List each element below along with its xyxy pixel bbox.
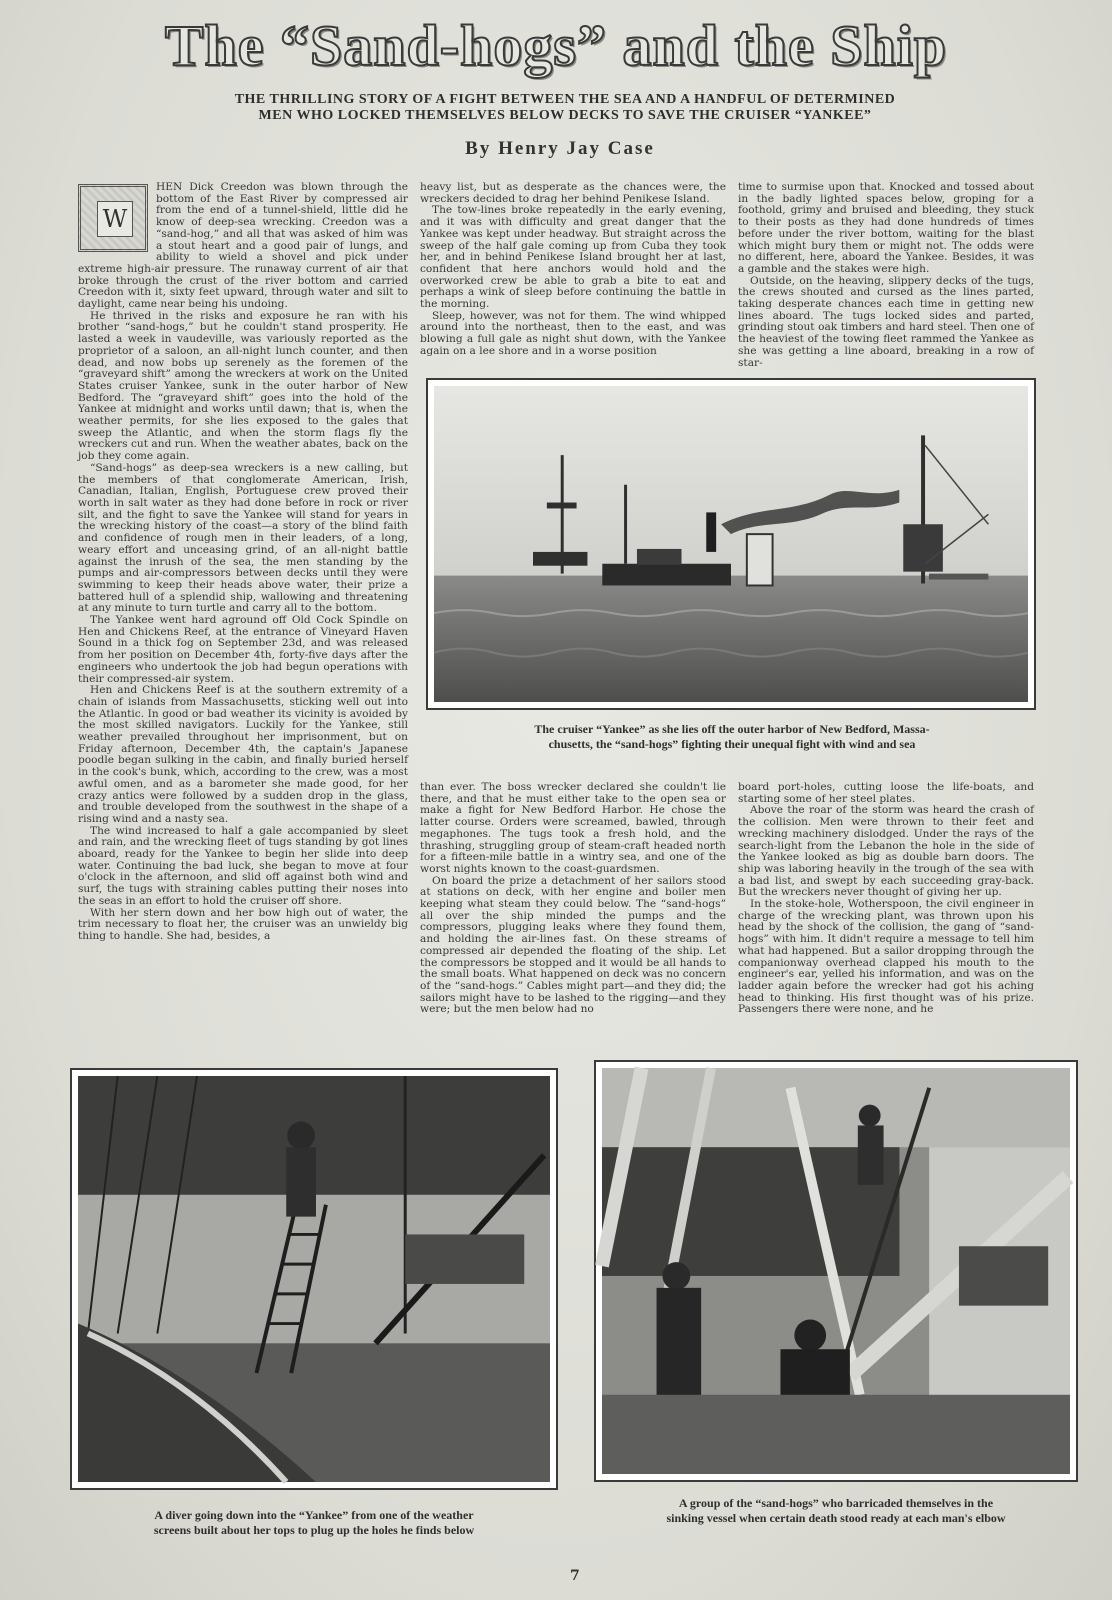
cruiser-yankee-photo: [426, 378, 1036, 710]
right-photo-caption: [594, 1496, 1078, 1526]
paragraph: On board the prize a detachment of her sailors stood at stations on deck, with her engine and boiler men keeping what steam they could below. The “sand-hogs” all over the ship minded the pumps and the compressors, plugging leaks where they found them, and holding the air-lines fast. On these streams of compressed air depended the floating of the ship. Let the compressors be stopped and it would be all hands to the small boats. What happened on deck was no concern of the “sand-hogs.” Cables might part—and they did; the sailors might have to be lashed to the rigging—and they were; but the men below had no: [420, 874, 726, 1016]
paragraph: heavy list, but as desperate as the chances were, the wreckers decided to drag her behind Penikese Island.: [420, 181, 726, 205]
byline: By Henry Jay Case: [465, 138, 655, 159]
paragraph: time to surmise upon that. Knocked and tossed about in the badly lighted spaces below, groping for a foothold, grimy and bruised and bleeding, they stuck to their posts as they had done hundreds of times before under the river bottom, waiting for the blast which might bury them or might not. The odds were no different, here, aboard the Yankee. Besides, it was a gamble and the stakes were high.: [738, 181, 1034, 275]
diver-photo-illustration: [78, 1076, 550, 1482]
paragraph: “Sand-hogs” as deep-sea wreckers is a new calling, but the members of that conglomerate American, Irish, Canadian, Italian, English, Portuguese crew proved their worth in salt water as they had done before in rock or river silt, and the fight to save the Yankee will stand for years in the wrecking history of the coast—a story of the blind faith and confidence of rough men in their leaders, of a long, weary effort and unceasing grind, of an all-night battle against the inrush of the sea, the men standing by the pumps and air-compressors between decks until they were swimming to keep their heads above water, their prize a battered hull of a splendid ship, wallowing and threatening at any minute to turn turtle and carry all to the bottom.: [78, 461, 408, 615]
page-number: 7: [570, 1568, 580, 1584]
caption-line: The cruiser “Yankee” as she lies off the outer harbor of New Bedford, Massa-: [534, 722, 930, 736]
column-2-bottom: [420, 782, 726, 1066]
column-3-top: [738, 181, 1034, 369]
paragraph: In the stoke-hole, Wotherspoon, the civil engineer in charge of the wrecking plant, was thrown upon his head by the shock of the collision, the gang of “sand-hogs” with him. It didn't require a message to tell him what had happened. But a sailor dropping through the companionway overhead clapped his mouth to the engineer's ear, yelled his information, and was on the ladder again before the wrecker had got his aching head to thinking. His first thought was of his prize. Passengers there were none, and he: [738, 898, 1034, 1016]
paragraph: The tow-lines broke repeatedly in the early evening, and it was with difficulty and great danger that the Yankee was kept under headway. But straight across the sweep of the half gale coming up from Cuba they took her, and in behind Penikese Island brought her at last, confident that here anchors would hold and the overworked crew be able to grab a bite to eat and perhaps a wink of sleep before continuing the battle in the morning.: [420, 204, 726, 311]
paragraph: He thrived in the risks and exposure he ran with his brother “sand-hogs,” but he couldn't stand prosperity. He lasted a week in vaudeville, was variously reported as the proprietor of a saloon, an all-night lunch counter, and then dead, and now bobs up serenely as the foremen of the “graveyard shift” among the wreckers at work on the United States cruiser Yankee, sunk in the outer harbor of New Bedford. The “graveyard shift” goes into the hold of the Yankee at midnight and works until dawn; that is, when the weather permits, for she lies exposed to the gales that sweep the Atlantic, and when the storm flags fly the wreckers cut and run. When the weather abates, back on the job they come again.: [78, 309, 408, 463]
caption-line: A diver going down into the “Yankee” from one of the weather: [154, 1508, 474, 1522]
paragraph: Hen and Chickens Reef is at the southern extremity of a chain of islands from Massachusetts, sticking well out into the Atlantic. In good or bad weather its vicinity is avoided by the most skilled navigators. Luckily for the Yankee, still weather prevailed throughout her imprisonment, but on Friday afternoon, December 4th, the captain's Japanese poodle began sulking in the cabin, and finally buried herself in the cook's bunk, which, according to the crew, was a most awful omen, and as a barometer she made good, for her crazy antics were followed by a sudden drop in the glass, and trouble developed from the southwest in the shape of a rising wind and a nasty sea.: [78, 684, 408, 825]
paragraph: board port-holes, cutting loose the life-boats, and starting some of her steel plates.: [738, 781, 1034, 805]
dropcap-letter: W: [97, 201, 133, 237]
column-3-bottom: [738, 782, 1034, 1066]
paragraph: The wind increased to half a gale accompanied by sleet and rain, and the wrecking fleet of tugs standing by got lines aboard, ready for the Yankee to begin her slide into deep water. Continuing the bad luck, she began to move at four o'clock in the afternoon, and slid off against both wind and surf, the tugs with straining cables putting their noses into the seas in an effort to hold the cruiser off shore.: [78, 824, 408, 907]
column-2-top: [420, 182, 726, 358]
paragraph: Above the roar of the storm was heard the crash of the collision. Men were thrown to their feet and wrecking machinery dislodged. Under the rays of the search-light from the Lebanon the hole in the side of the Yankee looked as big as double barn doors. The ship was laboring heavily in the trough of the sea with a bad list, and swept by each succeeding gray-back. But the wreckers never thought of giving her up.: [738, 804, 1034, 899]
caption-line: chusetts, the “sand-hogs” fighting their unequal fight with wind and sea: [548, 737, 916, 751]
caption-line: sinking vessel when certain death stood ready at each man's elbow: [666, 1511, 1006, 1525]
article-title: The “Sand-hogs” and the Ship: [164, 13, 948, 78]
column-1: [78, 182, 408, 1064]
paragraph: Outside, on the heaving, slippery decks of the tugs, the crews shouted and cursed as the lines parted, taking desperate chances each time in getting new lines aboard. The tugs locked sides and parted, grinding stout oak timbers and hard steel. Then one of the heaviest of the towing fleet rammed the Yankee as she was getting a line aboard, breaking in a row of star-: [738, 274, 1034, 369]
dropcap-ornament: [78, 184, 148, 252]
paragraph: HEN Dick Creedon was blown through the bottom of the East River by compressed air from the end of a tunnel-shield, little did he know of deep-sea wrecking. Creedon was a “sand-hog,” and all that was asked of him was a stout heart and a good pair of lungs, and ability to wield a shovel and pick under extreme high-air pressure. The runaway current of air that broke through the crust of the river bottom and carried Creedon with it, sixty feet upward, through water and silt to daylight, came near being his undoing.: [78, 181, 408, 311]
paragraph: than ever. The boss wrecker declared she couldn't lie there, and that he must either take to the open sea or make a fight for New Bedford Harbor. He chose the latter course. Orders were screamed, bawled, through megaphones. The tugs took a fresh hold, and the thrashing, struggling group of steam-craft headed north for a fifteen-mile battle in a wintry sea, and one of the worst nights known to the coast-guardsmen.: [420, 781, 726, 875]
cruiser-photo-illustration: [434, 386, 1028, 702]
caption-line: A group of the “sand-hogs” who barricaded themselves in the: [678, 1496, 994, 1510]
subtitle-line-2: MEN WHO LOCKED THEMSELVES BELOW DECKS TO SAVE THE CRUISER “YANKEE”: [258, 108, 872, 123]
paragraph: With her stern down and her bow high out of water, the trim necessary to float her, the cruiser was an unwieldy big thing to handle. She had, besides, a: [78, 906, 408, 942]
sand-hogs-group-photo: [594, 1060, 1078, 1482]
subtitle-line-1: THE THRILLING STORY OF A FIGHT BETWEEN THE SEA AND A HANDFUL OF DETERMINED: [234, 92, 896, 107]
article-subtitle: [180, 92, 950, 124]
diver-photo: [70, 1068, 558, 1490]
left-photo-caption: [70, 1508, 558, 1538]
paragraph: Sleep, however, was not for them. The wind whipped around into the northeast, then to the east, and was blowing a full gale as night shut down, with the Yankee again on a lee shore and in a worse position: [420, 309, 726, 357]
caption-line: screens built about her tops to plug up the holes he finds below: [153, 1523, 475, 1537]
main-photo-caption: [430, 722, 1034, 752]
paragraph: The Yankee went hard aground off Old Cock Spindle on Hen and Chickens Reef, at the entrance of Vineyard Haven Sound in a thick fog on September 23d, and was released from her position on December 4th, forty-five days after the engineers who undertook the job had begun operations with their compressed-air system.: [78, 614, 408, 685]
sand-hogs-photo-illustration: [602, 1068, 1070, 1474]
